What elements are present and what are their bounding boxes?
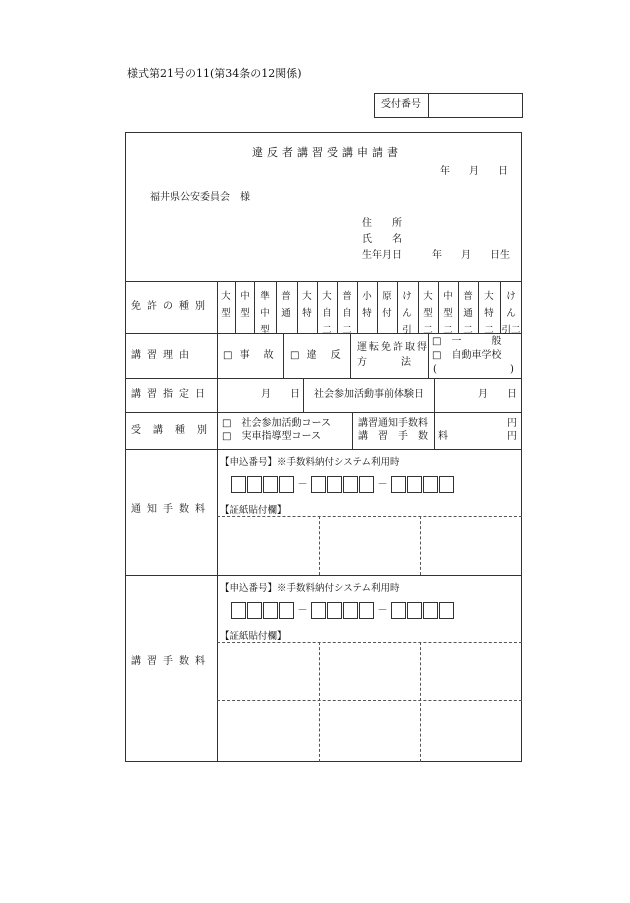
notice-application-number-label: 【申込番号】※手数料納付システム利用時 — [220, 457, 400, 468]
lecture-stamp-area[interactable] — [218, 643, 521, 761]
birth-day-label: 日生 — [490, 250, 510, 261]
pre-experience-day-label: 日 — [507, 389, 517, 400]
lecture-stamp-label: 【証紙貼付欄】 — [220, 631, 287, 642]
license-moped[interactable]: 原 付 — [382, 291, 392, 319]
method-other-close-paren: ) — [510, 364, 514, 375]
lecture-fee-course-label: 講 習 手 数 料 — [358, 431, 448, 442]
license-large-motorcycle[interactable]: 大 自 二 — [322, 291, 332, 336]
name-label: 氏 名 — [362, 234, 402, 245]
reason-accident-checkbox[interactable]: □ 事 故 — [223, 350, 276, 361]
course-type-label: 受講種別 — [131, 425, 219, 436]
notice-fee-yen: 円 — [507, 418, 517, 429]
license-regular-motorcycle[interactable]: 普 自 二 — [342, 291, 352, 336]
notice-stamp-label: 【証紙貼付欄】 — [220, 505, 287, 516]
method-other-open-paren: ( — [433, 364, 437, 375]
notice-fee-course-label: 講習通知手数料 — [358, 418, 428, 429]
date-month-label: 月 — [469, 166, 479, 177]
birth-year-label: 年 — [432, 250, 442, 261]
receipt-number-label: 受付番号 — [381, 99, 421, 110]
license-medium[interactable]: 中 型 — [240, 291, 250, 319]
license-large-special[interactable]: 大 特 — [302, 291, 312, 319]
lecture-fee-yen: 円 — [507, 431, 517, 442]
addressee: 福井県公安委員会 様 — [150, 192, 250, 203]
license-regular-class2[interactable]: 普 通 二 — [463, 291, 473, 336]
birth-month-label: 月 — [461, 250, 471, 261]
pre-experience-month-label: 月 — [478, 389, 488, 400]
birth-date-label: 生年月日 — [362, 250, 402, 261]
license-large[interactable]: 大 型 — [221, 291, 231, 319]
designated-day-label: 日 — [290, 389, 300, 400]
lecture-fee-label: 講習手数料 — [131, 656, 211, 667]
acquisition-method-label-1: 運転免許取得 — [357, 342, 429, 353]
course-driving-checkbox[interactable]: □ 実車指導型コース — [222, 431, 321, 442]
method-general-checkbox[interactable]: □ 一 般 — [432, 336, 502, 347]
method-school-checkbox[interactable]: □ 自動車学校 — [432, 350, 502, 361]
address-label: 住 所 — [362, 218, 402, 229]
license-semi-medium[interactable]: 準 中 型 — [260, 291, 270, 336]
license-type-label: 免許の種別 — [131, 301, 211, 312]
reason-label: 講習理由 — [131, 350, 195, 361]
date-day-label: 日 — [498, 166, 508, 177]
date-year-label: 年 — [440, 166, 450, 177]
license-regular[interactable]: 普 通 — [281, 291, 291, 319]
license-towing[interactable]: け ん 引 — [402, 291, 412, 336]
pre-experience-label: 社会参加活動事前体験日 — [314, 389, 424, 400]
designated-date-label: 講習指定日 — [131, 389, 211, 400]
license-large-class2[interactable]: 大 型 二 — [423, 291, 433, 336]
designated-month-label: 月 — [261, 389, 271, 400]
form-number: 様式第21号の11(第34条の12関係) — [127, 67, 302, 80]
course-social-checkbox[interactable]: □ 社会参加活動コース — [222, 418, 331, 429]
license-medium-class2[interactable]: 中 型 二 — [443, 291, 453, 336]
license-large-special-class2[interactable]: 大 特 二 — [484, 291, 494, 336]
reason-violation-checkbox[interactable]: □ 違 反 — [290, 350, 343, 361]
notice-fee-label: 通知手数料 — [131, 504, 211, 515]
receipt-number-field[interactable] — [429, 94, 522, 117]
license-towing-class2[interactable]: け ん 引二 — [501, 291, 521, 336]
license-small-special[interactable]: 小 特 — [362, 291, 372, 319]
notice-stamp-area[interactable] — [218, 517, 521, 574]
form-title: 違反者講習受講申請書 — [252, 146, 402, 159]
acquisition-method-label-2: 方 法 — [357, 357, 412, 368]
lecture-application-number-label: 【申込番号】※手数料納付システム利用時 — [220, 583, 400, 594]
